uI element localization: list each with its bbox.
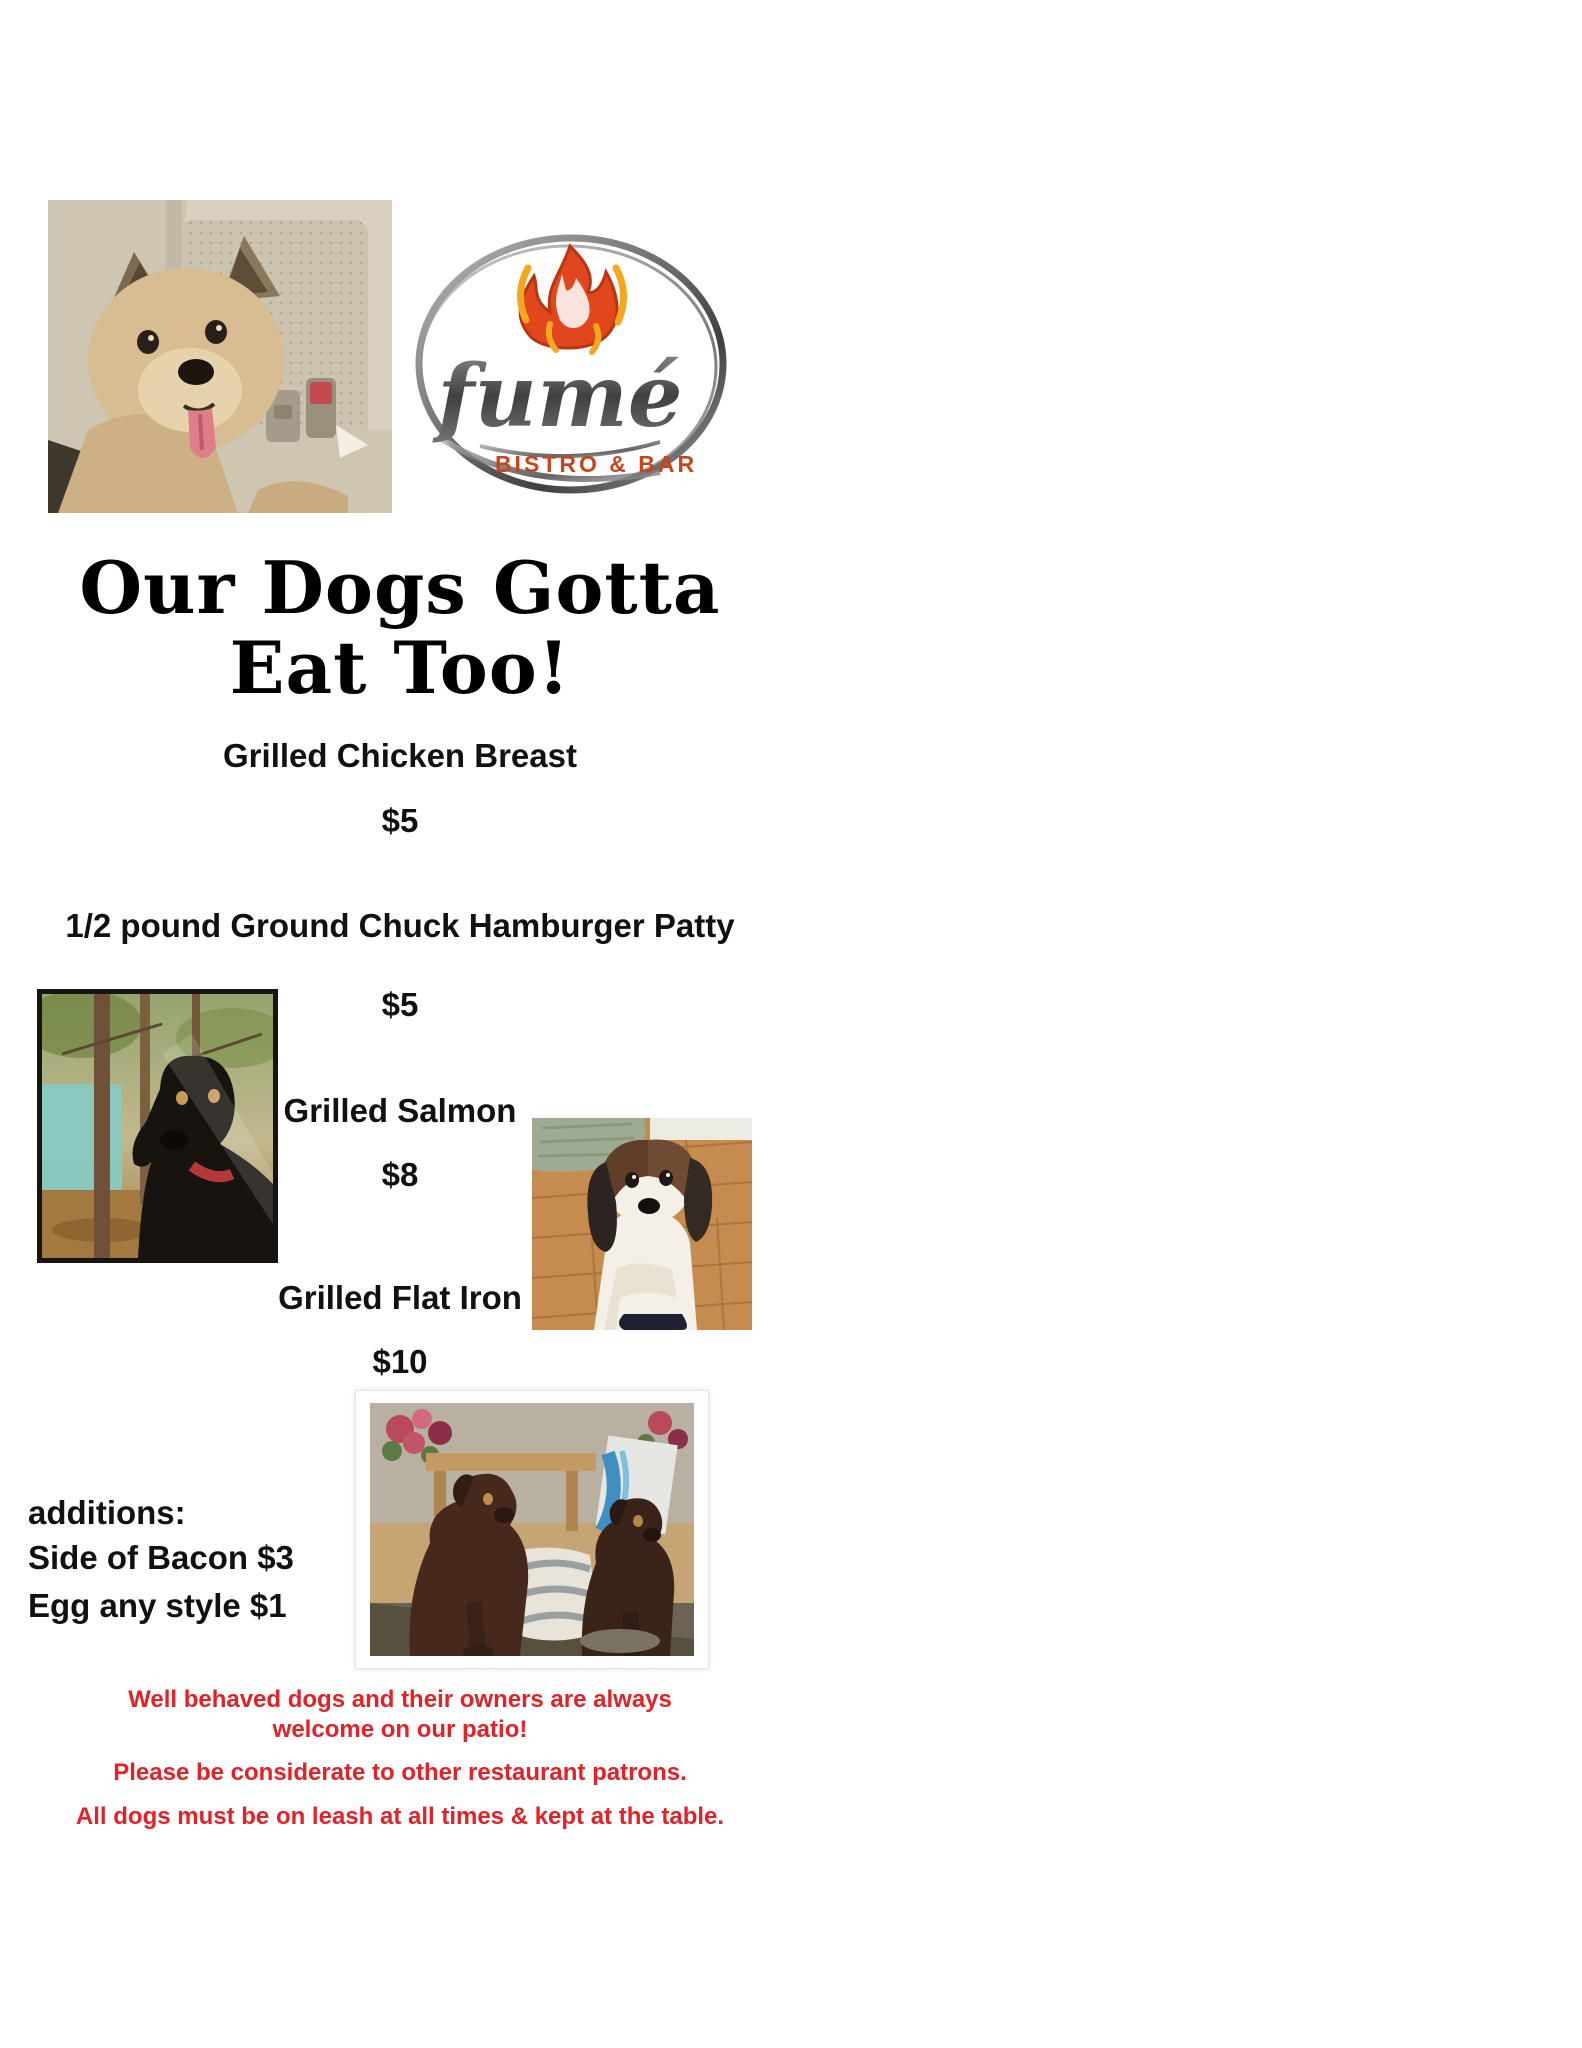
note-leash: All dogs must be on leash at all times & kept at the table. <box>75 1803 725 1830</box>
photo-beagle-floor <box>532 1118 752 1330</box>
fume-logo <box>410 228 733 497</box>
menu-item-chicken: Grilled Chicken Breast <box>223 737 577 774</box>
logo-brand-text: fumé <box>437 346 683 447</box>
menu-item-hamburger: 1/2 pound Ground Chuck Hamburger Patty <box>65 907 735 944</box>
photo-chocolate-labs-image <box>370 1403 694 1656</box>
menu-price-hamburger: $5 <box>381 986 419 1023</box>
logo-tagline: BISTRO & BAR <box>494 451 698 477</box>
addition-item-bacon: Side of Bacon $3 <box>28 1539 294 1576</box>
page-title-line2: Eat Too! <box>229 625 571 710</box>
additions-heading: additions: <box>28 1494 186 1531</box>
note-patio-line1: Well behaved dogs and their owners are always <box>128 1686 672 1713</box>
note-considerate: Please be considerate to other restaurant patrons. <box>113 1759 687 1786</box>
menu-item-flatiron: Grilled Flat Iron <box>278 1279 522 1316</box>
photo-black-lab-forest <box>37 989 278 1263</box>
menu-price-flatiron: $10 <box>372 1343 428 1380</box>
note-patio-line2: welcome on our patio! <box>272 1716 528 1743</box>
flame-icon <box>520 246 623 352</box>
page-title <box>60 545 740 710</box>
addition-item-egg: Egg any style $1 <box>28 1587 287 1624</box>
menu-price-salmon: $8 <box>381 1156 419 1193</box>
photo-terrier-in-car <box>48 200 392 513</box>
menu-item-salmon: Grilled Salmon <box>283 1092 517 1129</box>
page-title-line1: Our Dogs Gotta <box>79 545 721 630</box>
photo-chocolate-labs <box>355 1390 709 1669</box>
menu-price-chicken: $5 <box>381 802 419 839</box>
